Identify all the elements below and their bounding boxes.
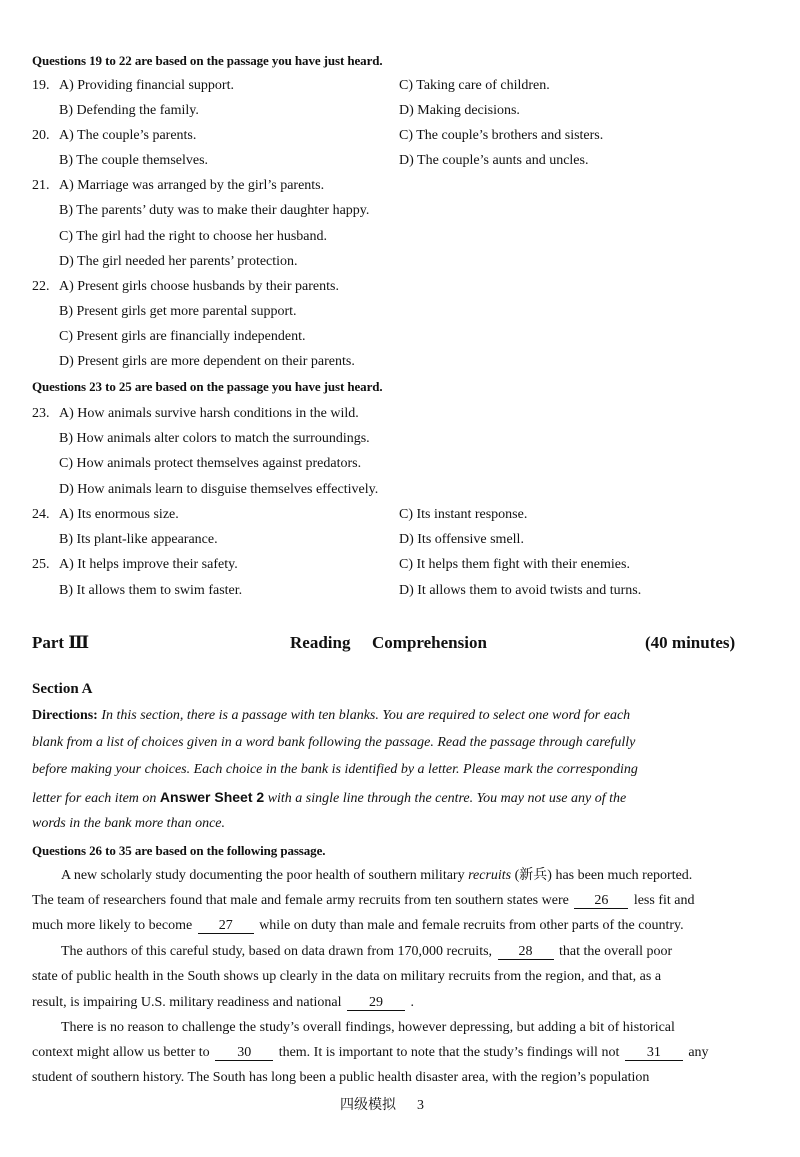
passage-text: any — [688, 1045, 709, 1060]
q25-option-d: D) It allows them to avoid twists and turns. — [399, 583, 642, 598]
passage-text: while on duty than male and female recruits from other parts of the country. — [259, 918, 684, 933]
q25-option-c: C) It helps them fight with their enemies. — [399, 557, 630, 572]
q20-option-b: B) The couple themselves. — [59, 153, 209, 168]
part-title-reading: Reading — [290, 633, 351, 652]
directions-label: Directions: — [32, 708, 98, 723]
q23-option-a: A) How animals survive harsh conditions in the wild. — [59, 406, 359, 421]
blank-30[interactable]: 30 — [215, 1046, 273, 1061]
directions-line-5: words in the bank more than once. — [32, 816, 225, 831]
q22-num: 22. — [32, 279, 50, 294]
q22-option-c: C) Present girls are financially independent. — [59, 329, 306, 344]
q19-option-c: C) Taking care of children. — [399, 78, 550, 93]
q22-option-d: D) Present girls are more dependent on their parents. — [59, 354, 355, 369]
q21-num: 21. — [32, 178, 50, 193]
directions-text-4b: with a single line through the centre. You may not use any of the — [267, 791, 627, 806]
passage-text: context might allow us better to — [32, 1045, 210, 1060]
q19-option-d: D) Making decisions. — [399, 103, 520, 118]
passage-p2-line-1 — [61, 943, 672, 961]
q19-num: 19. — [32, 78, 50, 93]
passage-p2-line-3 — [32, 994, 414, 1012]
q24-option-d: D) Its offensive smell. — [399, 532, 524, 547]
passage-p3-line-1: There is no reason to challenge the study’s overall findings, however depressing, but adding a bit of historical — [61, 1020, 675, 1035]
part-time: (40 minutes) — [645, 633, 736, 652]
passage-text: less fit and — [633, 893, 695, 908]
passage-text: much more likely to become — [32, 918, 193, 933]
blank-31[interactable]: 31 — [625, 1046, 683, 1061]
section-title: Section A — [32, 681, 93, 697]
blank-26[interactable]: 26 — [574, 894, 628, 909]
part-label: Part Ⅲ — [32, 633, 90, 652]
q21-option-b: B) The parents’ duty was to make their daughter happy. — [59, 203, 370, 218]
q19-option-b: B) Defending the family. — [59, 103, 199, 118]
q23-num: 23. — [32, 406, 50, 421]
q25-option-b: B) It allows them to swim faster. — [59, 583, 243, 598]
passage-p1-line-1 — [61, 867, 692, 885]
passage-p1-line-3 — [32, 917, 684, 935]
blank-27[interactable]: 27 — [198, 919, 254, 934]
passage-header: Questions 26 to 35 are based on the following passage. — [32, 843, 326, 858]
q22-option-a: A) Present girls choose husbands by their parents. — [59, 279, 339, 294]
page-footer — [340, 1097, 424, 1115]
q20-option-d: D) The couple’s aunts and uncles. — [399, 153, 589, 168]
passage-text: (新兵) has been much reported. — [514, 868, 693, 883]
passage-p3-line-3: student of southern history. The South has long been a public health disaster area, with the region’s population — [32, 1070, 650, 1085]
page-number: 3 — [417, 1098, 424, 1113]
q22-option-b: B) Present girls get more parental support. — [59, 304, 297, 319]
directions-text-1: In this section, there is a passage with ten blanks. You are required to select one word for each — [101, 708, 631, 723]
passage-text: The team of researchers found that male and female army recruits from ten southern states were — [32, 893, 569, 908]
directions-text-4a: letter for each item on — [32, 791, 157, 806]
passage-p3-line-2 — [32, 1044, 709, 1062]
q23-option-c: C) How animals protect themselves against predators. — [59, 456, 362, 471]
passage-text: A new scholarly study documenting the poor health of southern military — [61, 868, 465, 883]
q21-option-a: A) Marriage was arranged by the girl’s parents. — [59, 178, 325, 193]
passage-text: The authors of this careful study, based on data drawn from 170,000 recruits, — [61, 944, 493, 959]
passage-p2-line-2: state of public health in the South shows up clearly in the data on military recruits from the region, and that, as a — [32, 969, 662, 984]
directions-line-4 — [32, 788, 626, 808]
blank-28[interactable]: 28 — [498, 945, 554, 960]
directions-line-1 — [32, 707, 630, 725]
q25-option-a: A) It helps improve their safety. — [59, 557, 238, 572]
q20-num: 20. — [32, 128, 50, 143]
q20-option-c: C) The couple’s brothers and sisters. — [399, 128, 604, 143]
directions-line-3: before making your choices. Each choice in the bank is identified by a letter. Please mark the corresponding — [32, 762, 638, 777]
q25-num: 25. — [32, 557, 50, 572]
blank-29[interactable]: 29 — [347, 996, 405, 1011]
passage-text: . — [410, 995, 414, 1010]
q23-option-b: B) How animals alter colors to match the surroundings. — [59, 431, 370, 446]
q20-option-a: A) The couple’s parents. — [59, 128, 197, 143]
footer-label: 四级模拟 — [340, 1098, 396, 1113]
recruits-word: recruits — [468, 868, 512, 883]
part-title-comprehension: Comprehension — [372, 633, 487, 652]
q24-option-a: A) Its enormous size. — [59, 507, 179, 522]
q24-num: 24. — [32, 507, 50, 522]
q24-option-b: B) Its plant-like appearance. — [59, 532, 218, 547]
q24-option-c: C) Its instant response. — [399, 507, 528, 522]
questions-23-25-header: Questions 23 to 25 are based on the passage you have just heard. — [32, 379, 383, 394]
q21-option-c: C) The girl had the right to choose her husband. — [59, 229, 328, 244]
directions-line-2: blank from a list of choices given in a word bank following the passage. Read the passage through carefully — [32, 735, 636, 750]
answer-sheet-label: Answer Sheet 2 — [159, 789, 265, 805]
passage-p1-line-2 — [32, 892, 694, 910]
passage-text: result, is impairing U.S. military readiness and national — [32, 995, 342, 1010]
questions-19-22-header: Questions 19 to 22 are based on the passage you have just heard. — [32, 53, 383, 68]
q19-option-a: A) Providing financial support. — [59, 78, 234, 93]
passage-text: them. It is important to note that the study’s findings will not — [278, 1045, 620, 1060]
q23-option-d: D) How animals learn to disguise themselves effectively. — [59, 482, 379, 497]
passage-text: that the overall poor — [559, 944, 673, 959]
q21-option-d: D) The girl needed her parents’ protection. — [59, 254, 298, 269]
